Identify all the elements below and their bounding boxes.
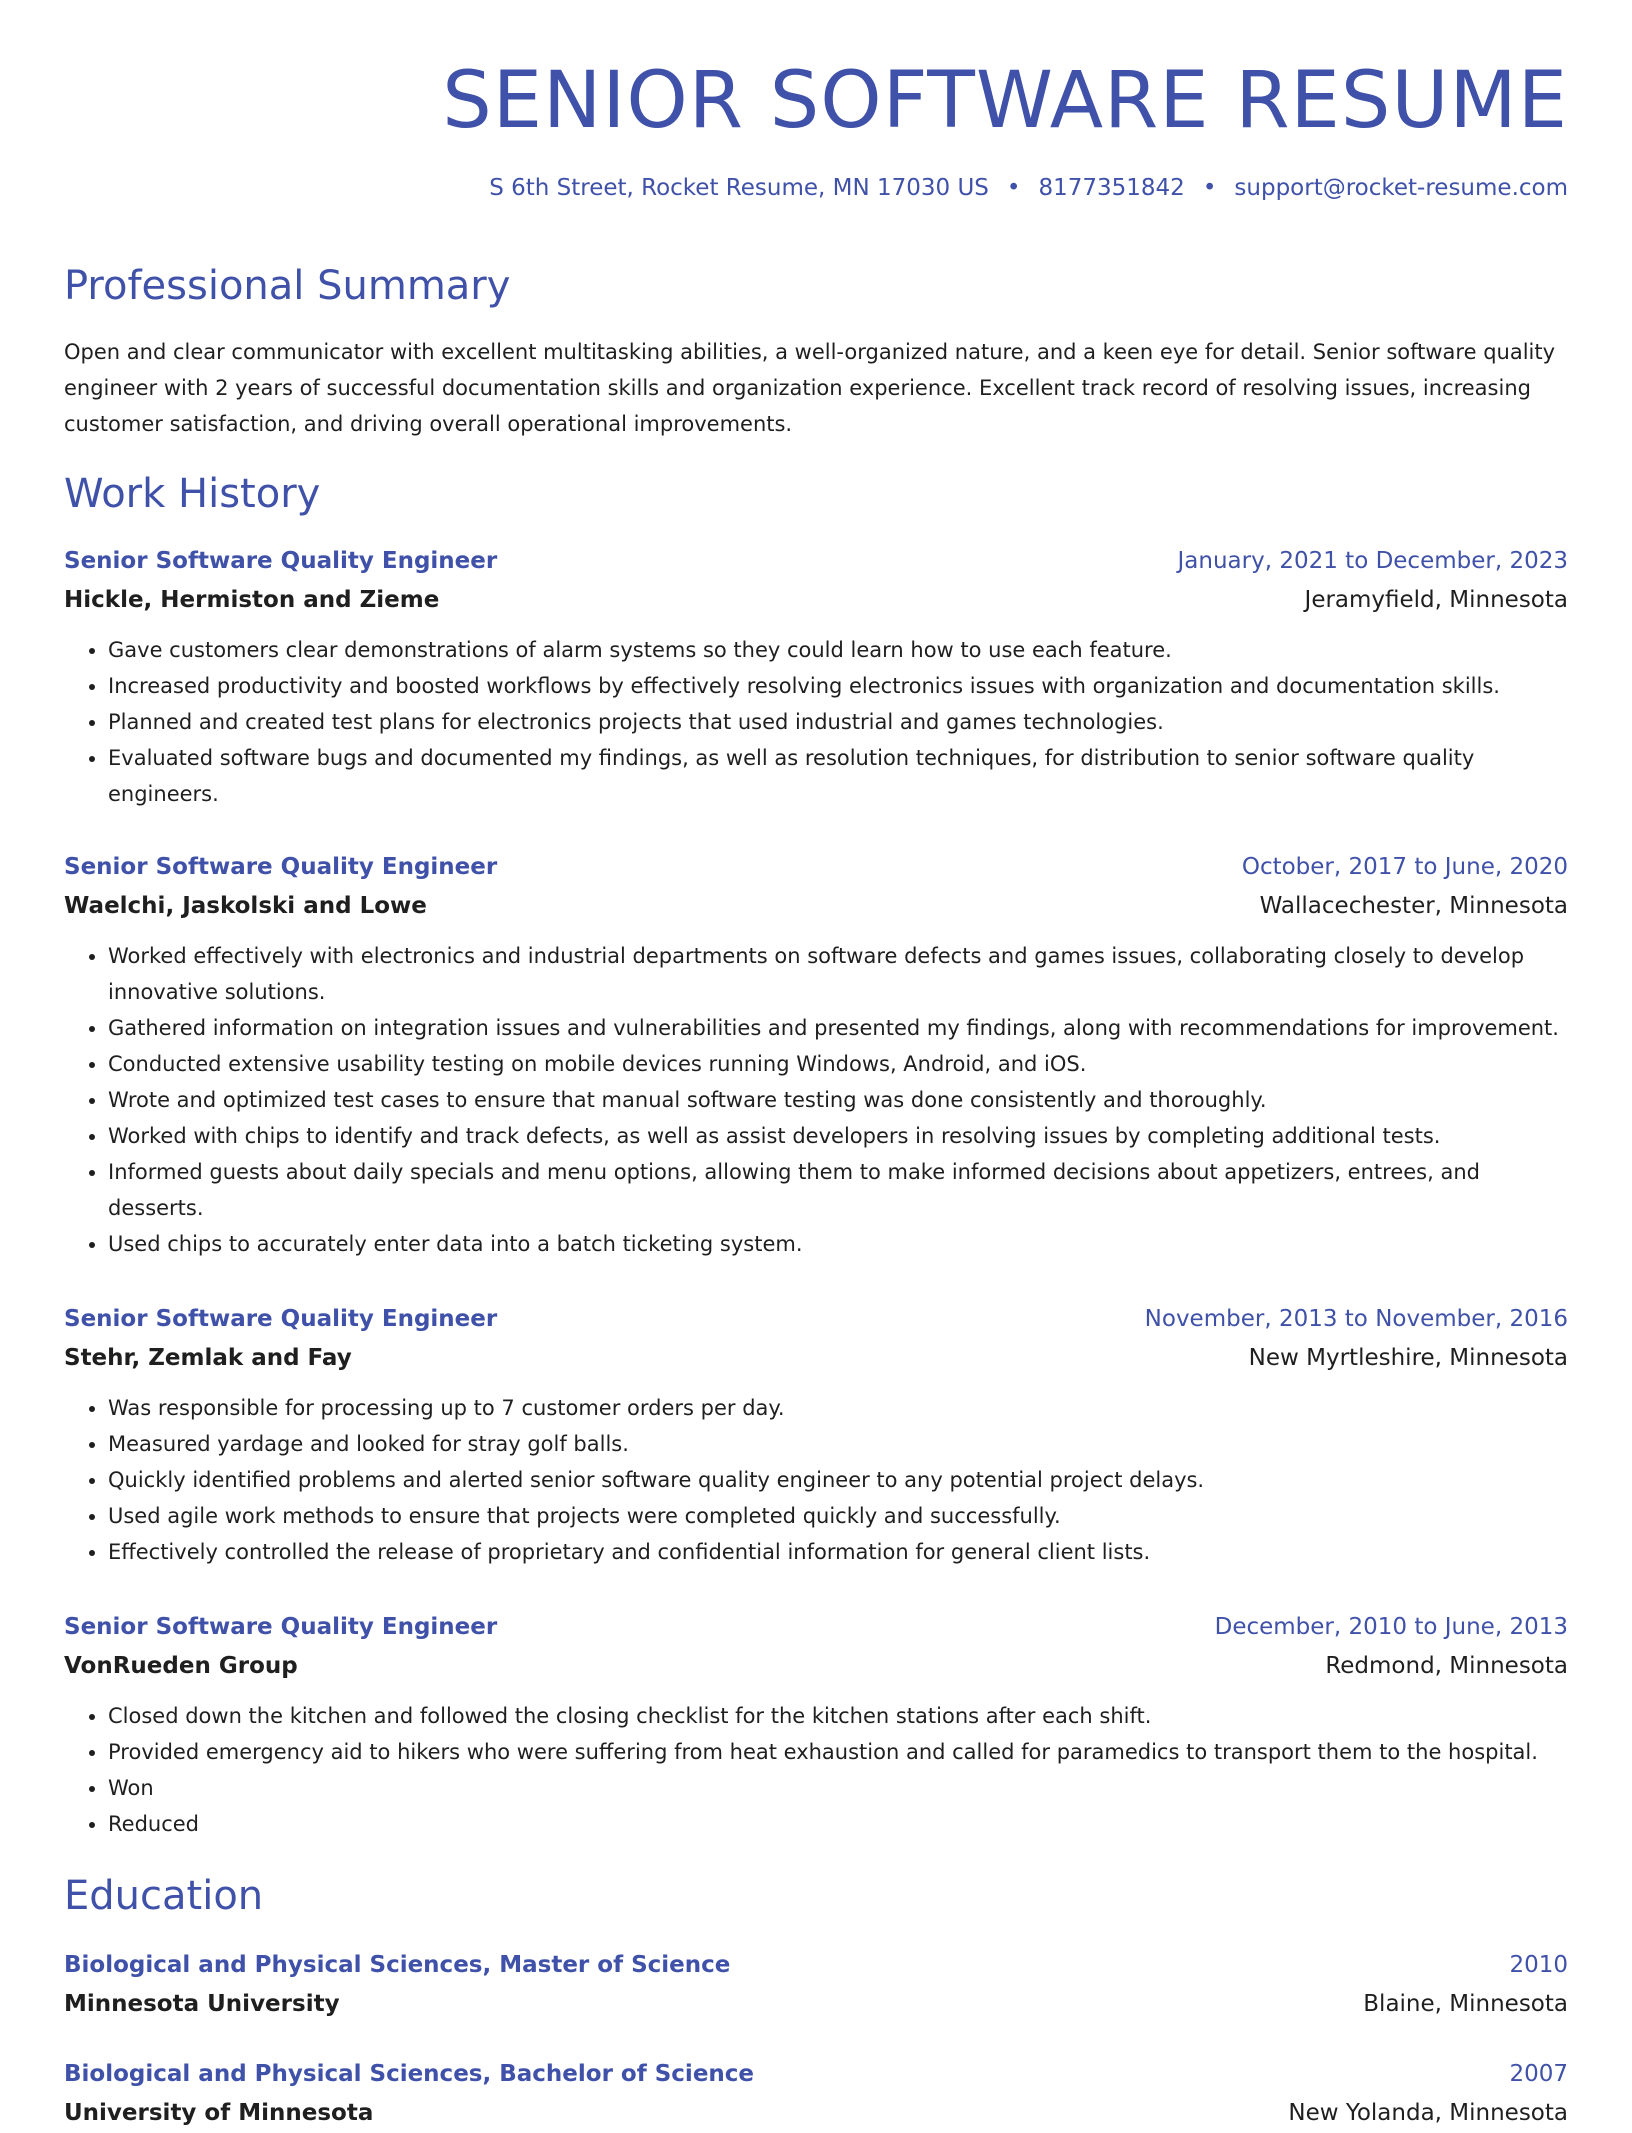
job-bullets	[64, 1390, 1568, 1570]
job-location: New Myrtleshire, Minnesota	[1248, 1345, 1568, 1371]
contact-phone: 8177351842	[1038, 175, 1185, 201]
work-history-heading: Work History	[64, 471, 321, 517]
contact-separator: •	[1202, 175, 1217, 201]
summary-text: Open and clear communicator with excellent multitasking abilities, a well-organized nature, and a keen eye for detail. Senior software quality engineer with 2 years of successful documentation skills and organization experience. Excellent track record of resolving issues, increasing customer satisfaction, and driving overall operational improvements.	[64, 340, 1556, 436]
job-company: Waelchi, Jaskolski and Lowe	[64, 893, 427, 919]
education-school: University of Minnesota	[64, 2100, 374, 2126]
job-location: Redmond, Minnesota	[1325, 1653, 1568, 1679]
bullet-item: • Provided emergency aid to hikers who were suffering from heat exhaustion and called for paramedics to transport them to the hospital.	[108, 1734, 1568, 1770]
job-dates: November, 2013 to November, 2016	[1144, 1306, 1568, 1332]
job-entry	[64, 542, 1568, 812]
bullet-item: • Evaluated software bugs and documented my findings, as well as resolution techniques, for distribution to senior software quality engineers.	[108, 740, 1568, 812]
bullet-item: • Reduced	[108, 1806, 1568, 1842]
bullet-item: • Used chips to accurately enter data into a batch ticketing system.	[108, 1226, 1568, 1262]
job-title: Senior Software Quality Engineer	[64, 548, 498, 574]
job-bullets	[64, 632, 1568, 812]
education-degree: Biological and Physical Sciences, Master of Science	[64, 1952, 731, 1978]
summary-heading: Professional Summary	[64, 263, 511, 309]
bullet-item: • Measured yardage and looked for stray golf balls.	[108, 1426, 1568, 1462]
job-title: Senior Software Quality Engineer	[64, 854, 498, 880]
bullet-item: • Wrote and optimized test cases to ensure that manual software testing was done consistently and thoroughly.	[108, 1082, 1568, 1118]
education-year: 2007	[1509, 2061, 1568, 2087]
job-company: VonRueden Group	[64, 1653, 298, 1679]
resume-title: SENIOR SOFTWARE RESUME	[442, 56, 1568, 146]
education-year: 2010	[1509, 1952, 1568, 1978]
education-degree: Biological and Physical Sciences, Bachelor of Science	[64, 2061, 755, 2087]
education-school: Minnesota University	[64, 1991, 340, 2017]
resume-page	[64, 0, 1568, 2126]
bullet-item: • Informed guests about daily specials and menu options, allowing them to make informed decisions about appetizers, entrees, and desserts.	[108, 1154, 1568, 1226]
bullet-item: • Worked with chips to identify and track defects, as well as assist developers in resolving issues by completing additional tests.	[108, 1118, 1568, 1154]
job-entry	[64, 1300, 1568, 1570]
bullet-item: • Planned and created test plans for electronics projects that used industrial and games technologies.	[108, 704, 1568, 740]
bullet-item: • Worked effectively with electronics and industrial departments on software defects and games issues, collaborating closely to develop innovative solutions.	[108, 938, 1568, 1010]
job-dates: December, 2010 to June, 2013	[1214, 1614, 1568, 1640]
job-location: Wallacechester, Minnesota	[1259, 893, 1568, 919]
bullet-item: • Gathered information on integration issues and vulnerabilities and presented my findings, along with recommendations for improvement.	[108, 1010, 1568, 1046]
job-title: Senior Software Quality Engineer	[64, 1306, 498, 1332]
job-bullets	[64, 1698, 1568, 1842]
job-title: Senior Software Quality Engineer	[64, 1614, 498, 1640]
job-bullets	[64, 938, 1568, 1262]
job-entry	[64, 848, 1568, 1262]
job-company: Stehr, Zemlak and Fay	[64, 1345, 352, 1371]
education-location: Blaine, Minnesota	[1363, 1991, 1568, 2017]
contact-line	[64, 172, 1568, 204]
bullet-item: • Closed down the kitchen and followed the closing checklist for the kitchen stations after each shift.	[108, 1698, 1568, 1734]
bullet-item: • Was responsible for processing up to 7 customer orders per day.	[108, 1390, 1568, 1426]
job-dates: January, 2021 to December, 2023	[1177, 548, 1568, 574]
bullet-item: • Increased productivity and boosted workflows by effectively resolving electronics issues with organization and documentation skills.	[108, 668, 1568, 704]
contact-email: support@rocket-resume.com	[1234, 175, 1568, 201]
job-company: Hickle, Hermiston and Zieme	[64, 587, 440, 613]
bullet-item: • Effectively controlled the release of proprietary and confidential information for general client lists.	[108, 1534, 1568, 1570]
bullet-item: • Conducted extensive usability testing on mobile devices running Windows, Android, and iOS.	[108, 1046, 1568, 1082]
education-location: New Yolanda, Minnesota	[1288, 2100, 1568, 2126]
bullet-item: • Gave customers clear demonstrations of alarm systems so they could learn how to use each feature.	[108, 632, 1568, 668]
job-entry	[64, 1608, 1568, 1842]
education-heading: Education	[64, 1873, 264, 1919]
bullet-item: • Quickly identified problems and alerted senior software quality engineer to any potential project delays.	[108, 1462, 1568, 1498]
contact-address: S 6th Street, Rocket Resume, MN 17030 US	[489, 175, 989, 201]
contact-separator: •	[1006, 175, 1021, 201]
education-entry	[64, 1946, 1568, 2024]
education-entry	[64, 2055, 1568, 2133]
job-dates: October, 2017 to June, 2020	[1241, 854, 1568, 880]
bullet-item: • Won	[108, 1770, 1568, 1806]
job-location: Jeramyfield, Minnesota	[1304, 587, 1568, 613]
bullet-item: • Used agile work methods to ensure that projects were completed quickly and successfully.	[108, 1498, 1568, 1534]
